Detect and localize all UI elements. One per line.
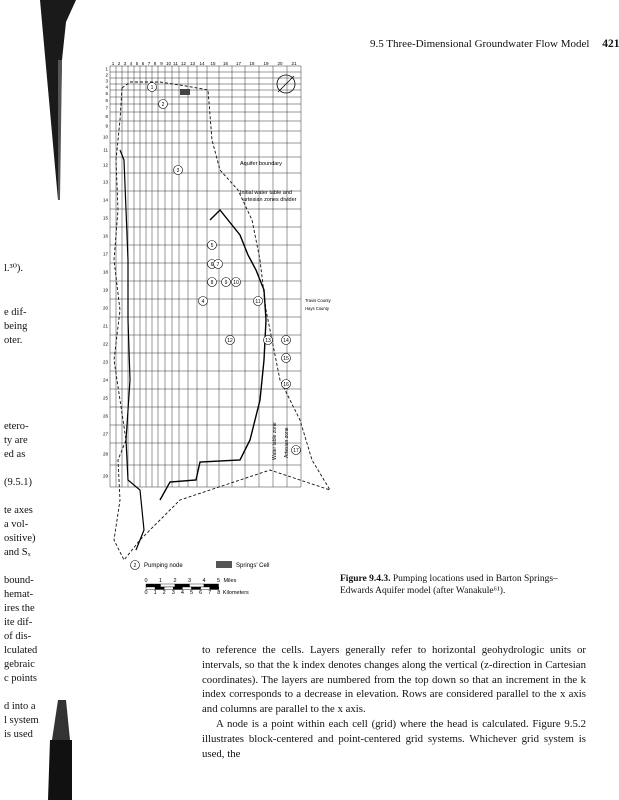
node-number: 14 — [283, 337, 289, 344]
pumping-node — [208, 278, 217, 287]
scale-mile-tick: 3 — [187, 578, 192, 584]
column-number: 10 — [165, 61, 172, 66]
pumping-node — [226, 336, 235, 345]
row-number: 16 — [102, 233, 108, 239]
pumping-node — [222, 278, 231, 287]
text-fragment: l.³⁰). — [4, 263, 24, 274]
body-text — [202, 643, 586, 761]
text-fragment: bound- — [4, 575, 34, 586]
column-number: 2 — [117, 61, 121, 66]
row-number: 2 — [105, 72, 108, 78]
pumping-node — [254, 297, 263, 306]
scale-mile-tick: 0 — [144, 578, 148, 584]
pumping-node — [199, 297, 208, 306]
node-number: 3 — [176, 167, 180, 174]
row-number: 3 — [105, 78, 108, 84]
node-number: 7 — [216, 261, 220, 268]
row-number: 1 — [105, 66, 108, 72]
scale-bar-segment — [182, 587, 191, 590]
text-fragment: l system — [4, 715, 39, 726]
text-fragment: and Sₓ — [4, 547, 31, 558]
aquifer-grid-figure — [100, 60, 340, 600]
scale-mile-tick: 2 — [173, 578, 177, 584]
text-fragment: is used — [4, 729, 33, 740]
row-number: 19 — [102, 287, 108, 293]
scale-bar-segment — [175, 584, 190, 587]
text-fragment: ires the — [4, 603, 35, 614]
node-number: 13 — [265, 337, 271, 344]
row-number: 10 — [102, 134, 108, 140]
node-number: 5 — [210, 242, 214, 249]
running-header — [370, 38, 619, 50]
legend-pumping-node: Pumping node — [144, 563, 183, 569]
row-number: 8 — [105, 114, 108, 119]
row-number: 24 — [102, 377, 108, 383]
column-number: 21 — [291, 61, 297, 66]
node-number: 4 — [201, 298, 205, 305]
legend-springs-cell: Springs' Cell — [236, 563, 270, 569]
text-fragment: ositive) — [4, 533, 36, 544]
node-number: 11 — [255, 298, 261, 305]
node-number: 12 — [227, 337, 233, 344]
row-number: 29 — [102, 473, 108, 479]
pumping-node — [264, 336, 273, 345]
text-fragment: ty are — [4, 435, 28, 446]
text-fragment: gebraic — [4, 659, 35, 670]
row-number: 28 — [102, 451, 108, 457]
zone-label: Artesian zone — [284, 427, 290, 458]
scale-bar-segment — [210, 587, 219, 590]
row-number: 9 — [105, 123, 108, 129]
scale-km-tick: 5 — [189, 590, 194, 596]
scale-bar-segment — [192, 587, 201, 590]
text-fragment: ite dif- — [4, 617, 33, 628]
scale-km-tick: 6 — [199, 590, 203, 596]
text-fragment: (9.5.1) — [4, 477, 32, 488]
county-label: Hays County — [305, 306, 329, 311]
aquifer-boundary-path — [114, 82, 330, 560]
scale-bar-segment — [155, 587, 164, 590]
row-number: 11 — [103, 147, 108, 153]
pumping-node — [208, 241, 217, 250]
row-number: 21 — [102, 323, 108, 329]
column-number: 6 — [141, 61, 145, 66]
text-fragment: oter. — [4, 335, 23, 346]
row-number: 12 — [102, 162, 108, 168]
text-fragment: lculated — [4, 645, 38, 656]
row-number: 23 — [102, 359, 108, 365]
node-number: 9 — [224, 279, 228, 286]
pumping-node — [174, 166, 183, 175]
divider-label: Initial water table and — [240, 190, 292, 196]
scale-bar-segment — [146, 584, 161, 587]
pumping-node — [148, 83, 157, 92]
caption-text: Pumping locations used in Barton Springs–Edwards Aquifer model (after Wanakule⁶¹). — [340, 574, 558, 596]
column-number: 8 — [153, 61, 157, 66]
node-number: 16 — [283, 381, 289, 388]
column-number: 19 — [263, 61, 269, 66]
row-number: 26 — [102, 413, 108, 419]
scale-km-tick: 4 — [180, 590, 184, 596]
scale-mile-tick: 4 — [202, 578, 206, 584]
county-label: Travis County — [305, 298, 331, 303]
previous-page-fragments — [0, 0, 90, 800]
scale-km-tick: 8 — [217, 590, 221, 596]
scale-mile-unit: Miles — [223, 578, 237, 584]
column-number: 20 — [277, 61, 283, 66]
caption-label: Figure 9.4.3. — [340, 574, 391, 584]
paragraph: to reference the cells. Layers generally refer to horizontal geohydrologic units or intervals, so that the k index denotes changes along the vertical (z-direction in Cartesian coordinates). The layers are numbered from the top down so that an increment in the k index corresponds to a decrease in elevation. Rows are considered parallel to the x axis and columns are parallel to the x axis. — [202, 644, 586, 716]
figure-caption — [340, 573, 590, 597]
text-fragment: ed as — [4, 449, 26, 460]
column-number: 11 — [173, 61, 178, 66]
scale-km-tick: 3 — [171, 590, 175, 596]
node-number: 1 — [150, 84, 154, 91]
column-number: 16 — [222, 61, 229, 66]
row-number: 6 — [105, 98, 108, 103]
node-number: 2 — [161, 101, 165, 108]
divider-label: artesian zones divider — [243, 197, 297, 203]
paragraph: A node is a point within each cell (grid) where the head is calculated. Figure 9.5.2 illustrates block-centered and point-centered grid systems. Whichever grid system is used, the — [202, 717, 586, 760]
scale-bar-segment — [190, 584, 205, 587]
column-number: 3 — [123, 61, 127, 66]
row-number: 27 — [102, 431, 108, 437]
column-number: 14 — [199, 61, 205, 66]
scale-km-unit: Kilometers — [222, 590, 249, 596]
text-fragment: etero- — [4, 421, 29, 432]
page-number: 421 — [602, 38, 619, 50]
pumping-node — [282, 336, 291, 345]
pumping-node — [292, 446, 301, 455]
row-number: 5 — [105, 91, 108, 96]
node-number: 8 — [210, 279, 214, 286]
row-number: 20 — [102, 305, 108, 311]
scale-bar-segment — [146, 587, 155, 590]
node-number: 6 — [210, 261, 214, 268]
zone-label: Water table zone — [272, 422, 278, 460]
column-number: 17 — [235, 61, 242, 66]
text-fragment: d into a — [4, 701, 36, 712]
scale-bar-segment — [204, 584, 219, 587]
node-number: 10 — [233, 279, 239, 286]
text-fragment: c points — [4, 673, 37, 684]
column-number: 15 — [210, 61, 216, 66]
legend-node-number: 2 — [133, 562, 137, 569]
column-number: 9 — [160, 61, 163, 66]
aquifer-boundary-label: Aquifer boundary — [240, 161, 282, 167]
row-number: 14 — [102, 197, 108, 203]
node-number: 17 — [293, 447, 299, 454]
zone-divider-path — [160, 210, 266, 500]
scale-mile-tick: 1 — [158, 578, 163, 584]
scale-km-tick: 0 — [144, 590, 148, 596]
pumping-node — [232, 278, 241, 287]
text-fragment: of dis- — [4, 631, 32, 642]
column-number: 7 — [147, 61, 151, 66]
text-fragment: e dif- — [4, 307, 27, 318]
row-number: 25 — [102, 395, 108, 401]
pumping-node — [214, 260, 223, 269]
section-title: 9.5 Three-Dimensional Groundwater Flow Model — [370, 38, 590, 50]
scale-bar-segment — [201, 587, 210, 590]
text-fragment: hemat- — [4, 589, 34, 600]
text-fragment: te axes — [4, 505, 33, 516]
column-number: 12 — [180, 61, 187, 66]
pumping-node — [159, 100, 168, 109]
scale-km-tick: 1 — [153, 590, 157, 596]
springs-cell — [180, 89, 190, 95]
node-number: 15 — [283, 355, 289, 362]
figure-labels — [103, 61, 332, 596]
column-number: 5 — [135, 61, 139, 66]
scale-bar-segment — [173, 587, 182, 590]
inner-boundary-path — [120, 150, 144, 550]
row-number: 17 — [102, 251, 108, 257]
pumping-nodes — [148, 83, 301, 455]
scale-bar-segment — [164, 587, 173, 590]
pumping-node — [282, 354, 291, 363]
legend-springs-icon — [216, 561, 232, 568]
row-number: 22 — [102, 341, 108, 347]
pumping-node — [282, 380, 291, 389]
text-fragment: being — [4, 321, 28, 332]
column-number: 1 — [111, 61, 115, 66]
row-number: 4 — [105, 84, 108, 90]
row-number: 18 — [102, 269, 108, 275]
column-number: 18 — [249, 61, 255, 66]
row-number: 7 — [105, 105, 108, 111]
text-fragment: a vol- — [4, 519, 29, 530]
scale-km-tick: 7 — [208, 590, 212, 596]
row-number: 13 — [102, 179, 108, 185]
row-number: 15 — [102, 215, 108, 221]
scale-km-tick: 2 — [162, 590, 166, 596]
column-number: 13 — [189, 61, 196, 66]
scale-mile-tick: 5 — [216, 578, 221, 584]
column-number: 4 — [129, 61, 133, 66]
scale-bar-segment — [161, 584, 176, 587]
